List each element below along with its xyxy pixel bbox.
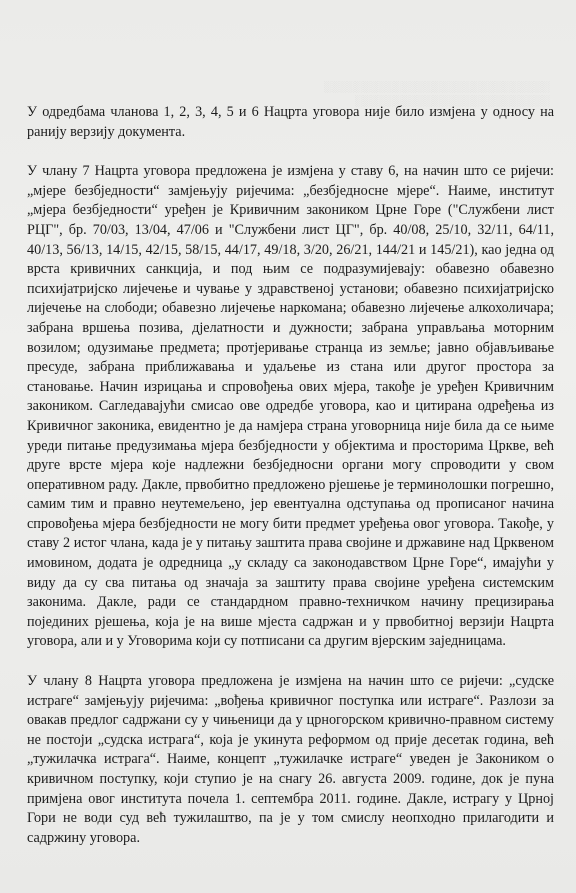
paragraph-article-8: У члану 8 Нацрта уговора предложена је измјена на начин што се ријечи: „судске истраге“ замјењују ријечима: „вођења кривичног поступка или истраге“. Разлози за овакав предлог садржани су у чињеници да у црногорском кривично-правном систему не постоји „судска истрага“, која је укинута реформом од прије десетак година, већ „тужилачка истрага“. Наиме, концепт „тужилачке истраге“ уведен је Закоником о кривичном поступку, који ступио је на снагу 26. августа 2009. године, док је пуна примјена овог института почела 1. септембра 2011. године. Дакле, истрагу у Црној Гори не води суд већ тужилаштво, па је у том смислу неопходно прилагодити и садржину уговора.	[27, 673, 554, 846]
paragraph-article-7: У члану 7 Нацрта уговора предложена је измјена у ставу 6, на начин што се ријечи: „мјере безбједности“ замјењују ријечима: „безбједносне мјере“. Наиме, институт „мјера безбједности“ уређен је Кривичним закоником Црне Горе ("Службени лист РЦГ", бр. 70/03, 13/04, 47/06 и "Службени лист ЦГ", бр. 40/08, 25/10, 32/11, 64/11, 40/13, 56/13, 14/15, 42/15, 58/15, 44/17, 49/18, 3/20, 26/21, 144/21 и 145/21), као једна од врста кривичних санкција, и под њим се подразумијевају: обавезно обавезно психијатријско лијечење и чување у здравственој установи; обавезно психијатријско лијечење на слободи; обавезно лијечење наркомана; обавезно лијечење алкохоличара; забрана вршења позива, дјелатности и дужности; забрана управљања моторним возилом; одузимање предмета; протјеривање странца из земље; јавно објављивање пресуде, забрана приближавања и удаљење из стана или другог простора за становање. Начин изрицања и спровођења ових мјера, такође је уређен Кривичним закоником. Сагледавајући смисао ове одредбе уговора, као и цитирана одређења из Кривичног законика, евидентно је да намјера страна уговорница није била да се њиме уреди питање предузимања мјера безбједности у објектима и просторима Цркве, већ друге врсте мјера које надлежни безбједносни органи могу спроводити у свом оперативном раду. Дакле, првобитно предложено рјешење је терминолошки погрешно, самим тим и правно неутемељено, јер евентуална одступања од прописаног начина спровођења мјера безбједности не могу бити предмет уређења овог уговора. Такође, у ставу 2 истог члана, када је у питању заштита права својине и државине над Црквеном имовином, додата је одредница „у складу са законодавством Црне Горе“, имајући у виду да су сва питања од значаја за заштиту права својине уређена системским законима. Дакле, ради се стандардном правно-техничком начину прецизирања појединих рјешења, која је на више мјеста садржан и у првобитној верзији Нацрта уговора, али и у Уговорима који су потписани са другим вјерским заједницама.	[27, 163, 554, 650]
show-through-text: ░░░░░░░░░░░░░░░░░░░░░░░░░░░░░ ░░░░░░░░░░░░░░░░░░░░░░░░░	[323, 81, 550, 107]
paragraph-articles-1-6: У одредбама чланова 1, 2, 3, 4, 5 и 6 Нацрта уговора није било измјена у односу на ранију верзију документа.	[27, 104, 554, 140]
